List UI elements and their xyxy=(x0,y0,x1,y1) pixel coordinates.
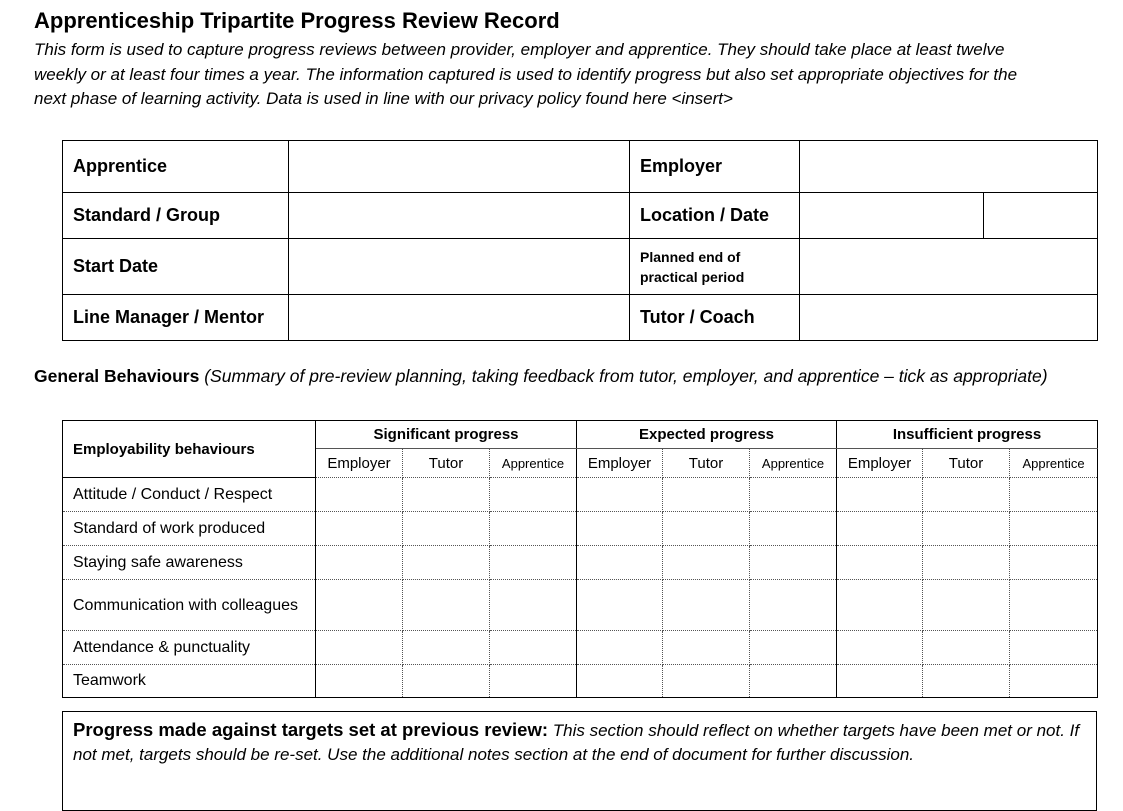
table-row xyxy=(63,546,1098,580)
location-field[interactable] xyxy=(800,193,984,239)
tick-cell[interactable] xyxy=(490,631,577,665)
expected-progress-header: Expected progress xyxy=(577,421,837,449)
sub-header-employer: Employer xyxy=(837,449,923,478)
tick-cell[interactable] xyxy=(403,631,490,665)
general-behaviours-note: (Summary of pre-review planning, taking feedback from tutor, employer, and apprentice – tick as appropriate) xyxy=(204,366,1048,386)
table-row xyxy=(63,665,1098,698)
tick-cell[interactable] xyxy=(403,512,490,546)
behaviour-label: Standard of work produced xyxy=(63,512,316,546)
tutor-coach-field[interactable] xyxy=(800,295,1098,341)
tick-cell[interactable] xyxy=(837,512,923,546)
tick-cell[interactable] xyxy=(663,580,750,631)
form-intro: This form is used to capture progress reviews between provider, employer and apprentice. They should take place at least twelve weekly or at least four times a year. The information captured is used to identify progress but also set appropriate objectives for the next phase of learning activity. Data is used in line with our privacy policy found here <insert> xyxy=(34,40,1018,108)
date-field[interactable] xyxy=(984,193,1098,239)
tick-cell[interactable] xyxy=(750,631,837,665)
tick-cell[interactable] xyxy=(923,631,1010,665)
tick-cell[interactable] xyxy=(403,546,490,580)
table-row xyxy=(63,631,1098,665)
tick-cell[interactable] xyxy=(837,665,923,698)
tick-cell[interactable] xyxy=(316,631,403,665)
tick-cell[interactable] xyxy=(577,665,663,698)
tick-cell[interactable] xyxy=(403,478,490,512)
progress-section-heading: Progress made against targets set at previous review: xyxy=(73,719,549,740)
tick-cell[interactable] xyxy=(923,580,1010,631)
standard-group-label: Standard / Group xyxy=(63,193,289,239)
apprentice-label: Apprentice xyxy=(63,141,289,193)
tick-cell[interactable] xyxy=(490,580,577,631)
employer-label: Employer xyxy=(630,141,800,193)
tick-cell[interactable] xyxy=(663,546,750,580)
behaviour-label: Communication with colleagues xyxy=(63,580,316,631)
sub-header-tutor: Tutor xyxy=(403,449,490,478)
tick-cell[interactable] xyxy=(663,631,750,665)
tick-cell[interactable] xyxy=(663,512,750,546)
sub-header-apprentice: Apprentice xyxy=(750,449,837,478)
planned-end-field[interactable] xyxy=(800,239,1098,295)
employability-behaviours-header: Employability behaviours xyxy=(63,421,316,478)
tick-cell[interactable] xyxy=(750,546,837,580)
start-date-label: Start Date xyxy=(63,239,289,295)
tick-cell[interactable] xyxy=(1010,580,1098,631)
tick-cell[interactable] xyxy=(316,580,403,631)
behaviour-label: Staying safe awareness xyxy=(63,546,316,580)
sub-header-tutor: Tutor xyxy=(923,449,1010,478)
sub-header-tutor: Tutor xyxy=(663,449,750,478)
behaviour-label: Teamwork xyxy=(63,665,316,698)
tick-cell[interactable] xyxy=(750,665,837,698)
standard-group-field[interactable] xyxy=(289,193,630,239)
employer-field[interactable] xyxy=(800,141,1098,193)
tick-cell[interactable] xyxy=(1010,512,1098,546)
general-behaviours-title: General Behaviours xyxy=(34,366,200,386)
tick-cell[interactable] xyxy=(1010,631,1098,665)
tick-cell[interactable] xyxy=(403,665,490,698)
tick-cell[interactable] xyxy=(316,546,403,580)
tick-cell[interactable] xyxy=(403,580,490,631)
sub-header-apprentice: Apprentice xyxy=(1010,449,1098,478)
sub-header-apprentice: Apprentice xyxy=(490,449,577,478)
tick-cell[interactable] xyxy=(316,478,403,512)
tick-cell[interactable] xyxy=(923,478,1010,512)
apprentice-info-table xyxy=(62,140,1098,341)
tick-cell[interactable] xyxy=(577,512,663,546)
tick-cell[interactable] xyxy=(1010,478,1098,512)
tick-cell[interactable] xyxy=(837,546,923,580)
progress-against-targets-section[interactable] xyxy=(62,711,1097,811)
tick-cell[interactable] xyxy=(923,665,1010,698)
form-title: Apprenticeship Tripartite Progress Review Record xyxy=(34,8,560,33)
tick-cell[interactable] xyxy=(837,478,923,512)
sub-header-employer: Employer xyxy=(577,449,663,478)
tick-cell[interactable] xyxy=(577,478,663,512)
tutor-coach-label: Tutor / Coach xyxy=(630,295,800,341)
tick-cell[interactable] xyxy=(577,580,663,631)
tick-cell[interactable] xyxy=(663,665,750,698)
tick-cell[interactable] xyxy=(577,546,663,580)
line-manager-label: Line Manager / Mentor xyxy=(63,295,289,341)
tick-cell[interactable] xyxy=(750,580,837,631)
tick-cell[interactable] xyxy=(923,546,1010,580)
behaviour-label: Attitude / Conduct / Respect xyxy=(63,478,316,512)
tick-cell[interactable] xyxy=(750,478,837,512)
insufficient-progress-header: Insufficient progress xyxy=(837,421,1098,449)
tick-cell[interactable] xyxy=(490,512,577,546)
table-row xyxy=(63,512,1098,546)
tick-cell[interactable] xyxy=(316,512,403,546)
tick-cell[interactable] xyxy=(577,631,663,665)
tick-cell[interactable] xyxy=(750,512,837,546)
tick-cell[interactable] xyxy=(316,665,403,698)
tick-cell[interactable] xyxy=(1010,665,1098,698)
significant-progress-header: Significant progress xyxy=(316,421,577,449)
tick-cell[interactable] xyxy=(490,665,577,698)
progress-section-note: This section should reflect on whether targets have been met or not. If not met, targets should be re-set. Use the additional notes section at the end of document for further discussion. xyxy=(73,721,1080,764)
tick-cell[interactable] xyxy=(1010,546,1098,580)
line-manager-field[interactable] xyxy=(289,295,630,341)
tick-cell[interactable] xyxy=(490,546,577,580)
tick-cell[interactable] xyxy=(837,580,923,631)
behaviour-label: Attendance & punctuality xyxy=(63,631,316,665)
behaviours-table xyxy=(62,420,1098,698)
apprentice-field[interactable] xyxy=(289,141,630,193)
general-behaviours-heading xyxy=(34,364,1064,389)
tick-cell[interactable] xyxy=(837,631,923,665)
location-date-label: Location / Date xyxy=(630,193,800,239)
table-row xyxy=(63,478,1098,512)
start-date-field[interactable] xyxy=(289,239,630,295)
planned-end-label: Planned end of practical period xyxy=(630,239,800,295)
tick-cell[interactable] xyxy=(923,512,1010,546)
sub-header-employer: Employer xyxy=(316,449,403,478)
table-row xyxy=(63,580,1098,631)
tick-cell[interactable] xyxy=(663,478,750,512)
tick-cell[interactable] xyxy=(490,478,577,512)
